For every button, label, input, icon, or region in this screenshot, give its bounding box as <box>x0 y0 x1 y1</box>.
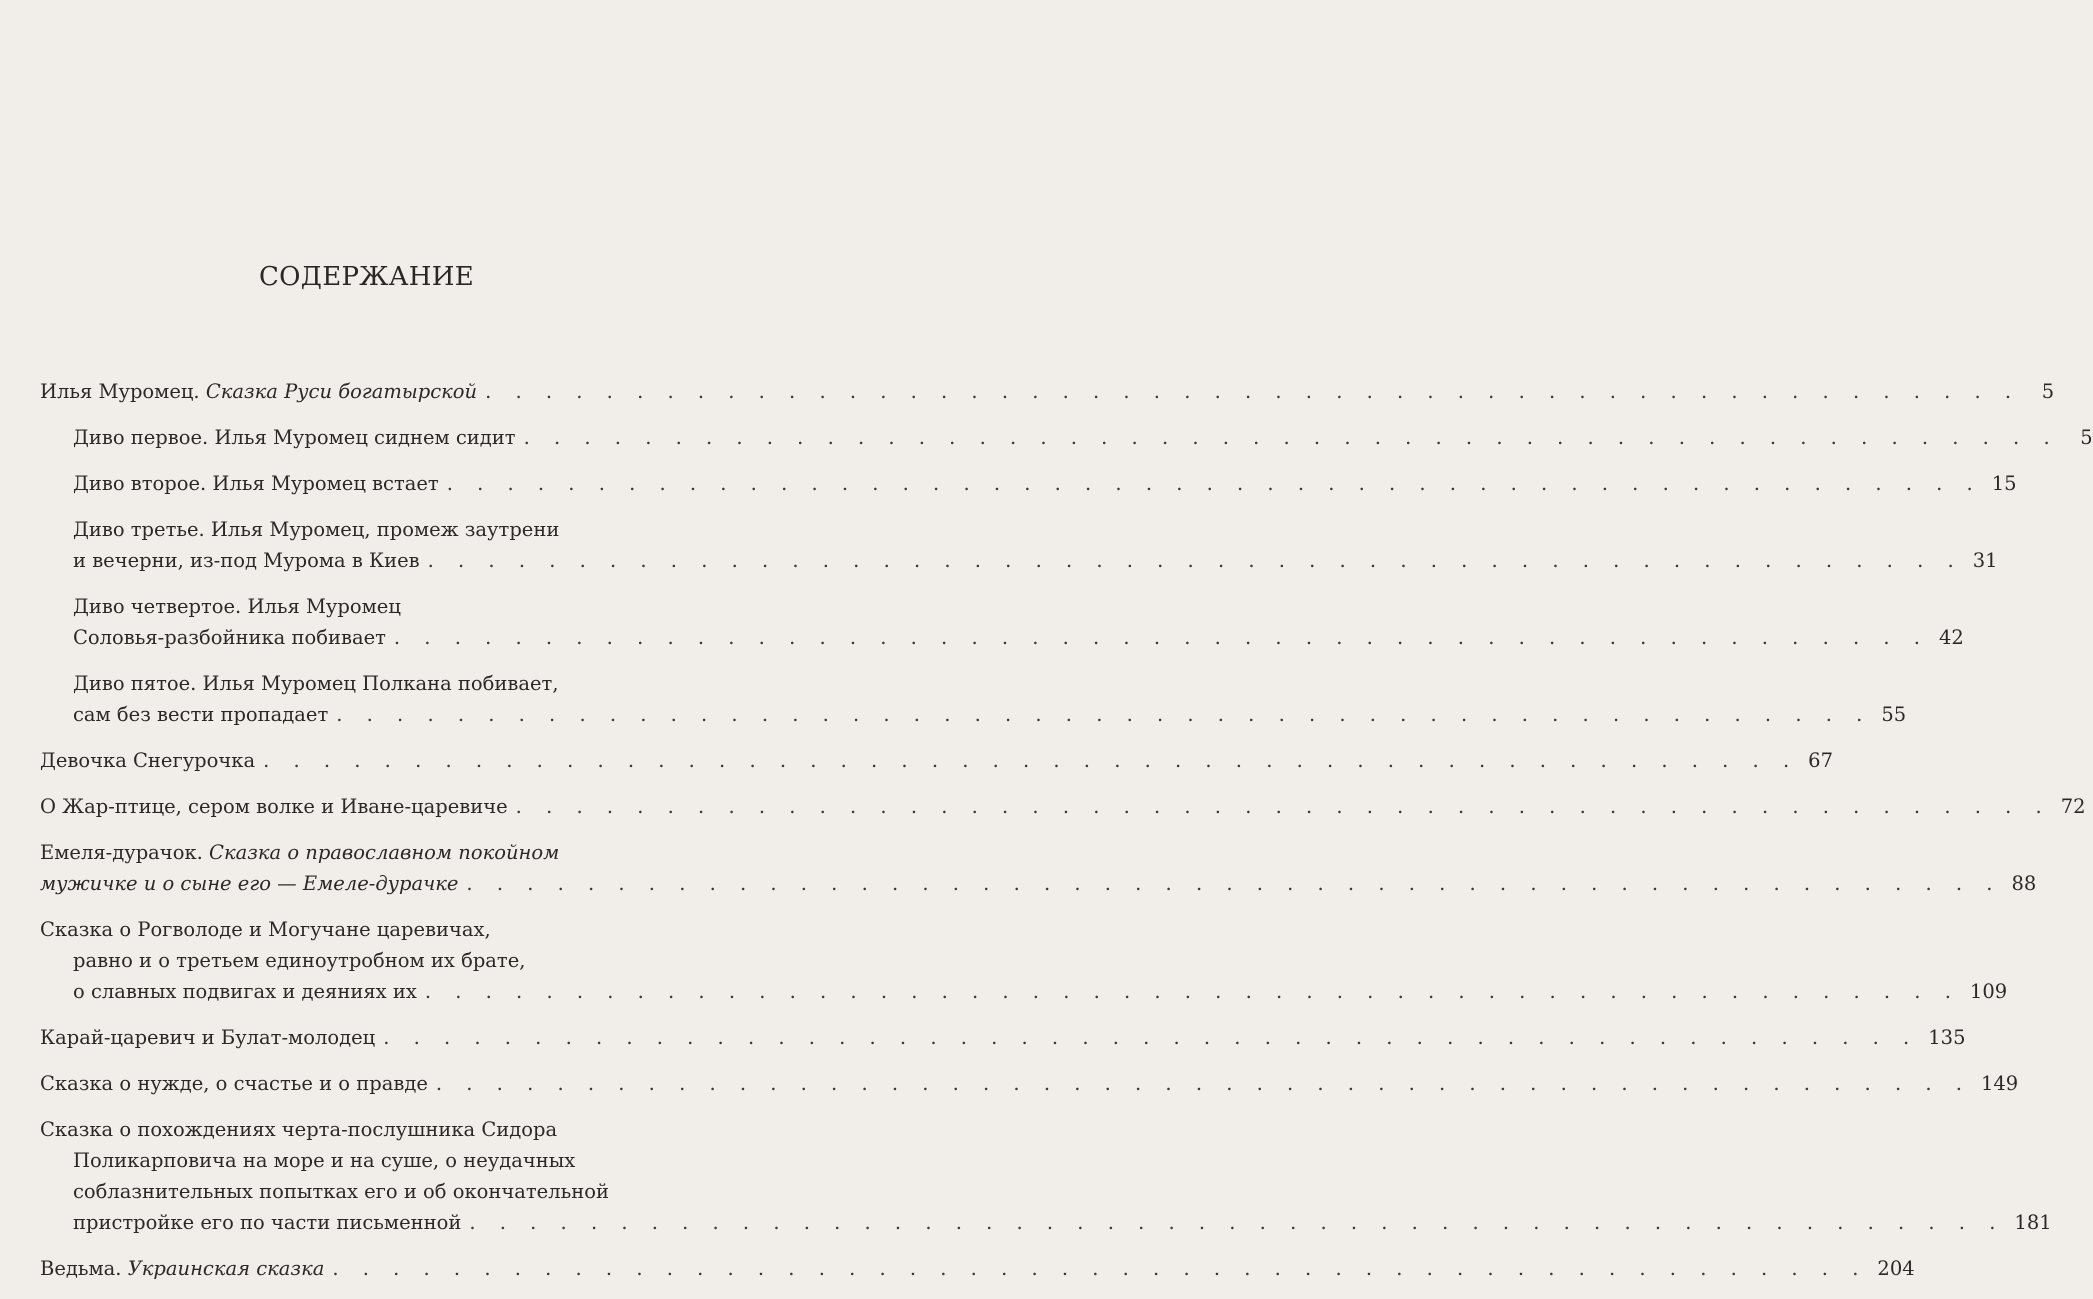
entry-title: Диво третье. Илья Муромец, промеж заутрени <box>73 518 560 541</box>
dot-leader: . . . . . . . . . . . . . . . . . . . . . . . . . . . . . . . . . . . . . . . . . . . . . . . . . . . <box>435 1072 1971 1095</box>
page-number: 15 <box>1991 472 2017 495</box>
toc-entry <box>73 668 1907 730</box>
page-number: 55 <box>1881 703 1907 726</box>
entry-subtitle: Украинская сказка <box>127 1257 325 1280</box>
dot-leader: . . . . . . . . . . . . . . . . . . . . . . . . . . . . . . . . . . . . . . . . . . . . . . . . . . . <box>515 795 2051 818</box>
entry-title-continued: и вечерни, из-под Мурома в Киев <box>73 549 420 572</box>
toc-entry <box>40 376 2055 407</box>
dot-leader: . . . . . . . . . . . . . . . . . . . . . . . . . . . . . . . . . . . . . . . . . . . . . . . . . . . <box>393 626 1929 649</box>
page-title: СОДЕРЖАНИЕ <box>258 262 475 292</box>
toc-entry <box>40 791 2086 822</box>
entry-subtitle: Сказка Руси богатырской <box>205 380 478 403</box>
entry-title-continued: Поликарповича на море и на суше, о неудачных <box>73 1149 576 1172</box>
entry-title-continued: соблазнительных попытках его и об окончательной <box>73 1180 609 1203</box>
entry-title: Сказка о похождениях черта-послушника Сидора <box>40 1118 558 1141</box>
entry-title: Девочка Снегурочка <box>40 749 256 772</box>
page-number: 5 <box>2041 380 2055 403</box>
page-number: 149 <box>1980 1072 2019 1095</box>
dot-leader: . . . . . . . . . . . . . . . . . . . . . . . . . . . . . . . . . . . . . . . . . . . . . . . . . . . <box>336 703 1872 726</box>
toc-entry <box>73 422 2093 453</box>
dot-leader: . . . . . . . . . . . . . . . . . . . . . . . . . . . . . . . . . . . . . . . . . . . . . . . . . . . <box>332 1257 1868 1280</box>
table-of-contents <box>40 376 2093 1299</box>
entry-title-continued: пристройке его по части письменной <box>73 1211 462 1234</box>
page-number: 67 <box>1808 749 1833 772</box>
page-number: 72 <box>2060 795 2086 818</box>
dot-leader: . . . . . . . . . . . . . . . . . . . . . . . . . . . . . . . . . . . . . . . . . . . . . . . . . . . <box>424 980 1960 1003</box>
dot-leader: . . . . . . . . . . . . . . . . . . . . . . . . . . . . . . . . . . . . . . . . . . . . . . . . . . . <box>427 549 1963 572</box>
entry-title: Диво второе. Илья Муромец встает <box>73 472 439 495</box>
entry-title: Сказка о Рогволоде и Могучане царевичах, <box>40 918 491 941</box>
dot-leader: . . . . . . . . . . . . . . . . . . . . . . . . . . . . . . . . . . . . . . . . . . . . . . . . . . . <box>466 872 2002 895</box>
entry-title: Диво четвертое. Илья Муромец <box>73 595 401 618</box>
toc-entry <box>40 1114 2052 1238</box>
toc-entry <box>40 745 1833 776</box>
page-number: 204 <box>1877 1257 1915 1280</box>
toc-entry <box>73 514 1998 576</box>
entry-subtitle-continued: мужичке и о сыне его — Емеле-дурачке <box>40 872 459 895</box>
entry-title: О Жар-птице, сером волке и Иване-царевиче <box>40 795 508 818</box>
dot-leader: . . . . . . . . . . . . . . . . . . . . . . . . . . . . . . . . . . . . . . . . . . . . . . . . . . . <box>263 749 1799 772</box>
toc-entry <box>40 1022 1966 1053</box>
page-number: 181 <box>2014 1211 2052 1234</box>
entry-title-continued: о славных подвигах и деяниях их <box>73 980 417 1003</box>
toc-entry <box>73 468 2017 499</box>
page-number: 42 <box>1938 626 1964 649</box>
page-number: 135 <box>1928 1026 1966 1049</box>
page-number: 31 <box>1972 549 1998 572</box>
dot-leader: . . . . . . . . . . . . . . . . . . . . . . . . . . . . . . . . . . . . . . . . . . . . . . . . . . . <box>523 426 2059 449</box>
dot-leader: . . . . . . . . . . . . . . . . . . . . . . . . . . . . . . . . . . . . . . . . . . . . . . . . . . . <box>469 1211 2005 1234</box>
entry-title: Карай-царевич и Булат-молодец <box>40 1026 376 1049</box>
dot-leader: . . . . . . . . . . . . . . . . . . . . . . . . . . . . . . . . . . . . . . . . . . . . . . . . . . . <box>485 380 2021 403</box>
dot-leader: . . . . . . . . . . . . . . . . . . . . . . . . . . . . . . . . . . . . . . . . . . . . . . . . . . . <box>446 472 1982 495</box>
entry-title: Диво первое. Илья Муромец сиднем сидит <box>73 426 516 449</box>
page-number: 88 <box>2011 872 2037 895</box>
entry-subtitle: Сказка о православном покойном <box>209 841 560 864</box>
entry-title: Сказка о нужде, о счастье и о правде <box>40 1072 428 1095</box>
page-number: 109 <box>1969 980 2008 1003</box>
toc-entry <box>40 1253 1915 1284</box>
page-number: 5 <box>2080 426 2093 449</box>
toc-entry <box>40 837 2037 899</box>
entry-title: Диво пятое. Илья Муромец Полкана побивает, <box>73 672 559 695</box>
entry-title-continued: Соловья-разбойника побивает <box>73 626 386 649</box>
entry-title: Илья Муромец. Сказка Руси богатырской <box>40 380 478 403</box>
entry-title-continued: сам без вести пропадает <box>73 703 329 726</box>
entry-title: Ведьма. Украинская сказка <box>40 1257 325 1280</box>
toc-entry <box>40 1068 2019 1099</box>
toc-entry <box>40 914 2008 1007</box>
toc-entry <box>73 591 1964 653</box>
entry-title-continued: равно и о третьем единоутробном их брате, <box>73 949 526 972</box>
dot-leader: . . . . . . . . . . . . . . . . . . . . . . . . . . . . . . . . . . . . . . . . . . . . . . . . . . . <box>383 1026 1919 1049</box>
entry-title: Емеля-дурачок. Сказка о православном покойном <box>40 841 560 864</box>
